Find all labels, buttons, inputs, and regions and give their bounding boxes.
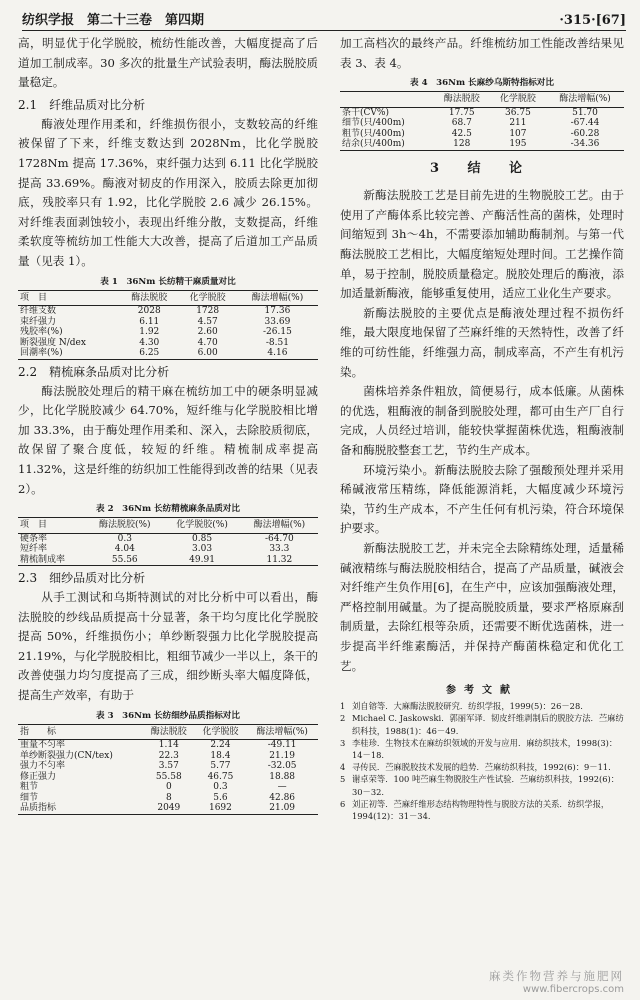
reference-item [340, 700, 624, 712]
table-4-caption: 表 4 36Nm 长麻纱乌斯特指标对比 [410, 78, 554, 89]
section-2-3-heading: 2.3 细纱品质对比分析 [18, 571, 146, 586]
table-cell: -26.15 [263, 327, 292, 338]
table-header-cell: 化学脱胶 [499, 94, 536, 105]
table-header-cell: 酶法增幅(%) [559, 94, 611, 105]
section-2-2-heading: 2.2 精梳麻条品质对比分析 [18, 364, 170, 379]
table-cell: 0 [165, 782, 172, 793]
table-row [18, 761, 318, 772]
conclusion-paragraph: 菌株培养条件粗放，简便易行，成本低廉。从菌株的优选，粗酶液的制备到脱胶处理，都可由生产厂自行完成，人员经过培训，能较快掌握菌株优选，粗酶液制备和酶脱胶整套工艺，节约生产成本。 [340, 384, 624, 457]
table-cell: 6.25 [139, 348, 160, 359]
table-cell: -67.44 [570, 118, 600, 129]
table-cell: 17.36 [264, 306, 291, 317]
table-cell: 短纤率 [20, 544, 48, 555]
table-cell: 46.75 [207, 771, 234, 782]
table-cell: 0.3 [117, 533, 132, 544]
table-cell: 4.30 [139, 337, 160, 348]
table-cell: 2.24 [210, 740, 231, 751]
table-cell: 6.00 [197, 348, 218, 359]
table-row [18, 803, 318, 814]
watermark-url: www.fibercrops.com [522, 984, 624, 995]
table-header-cell: 酶法增幅(%) [256, 726, 308, 737]
reference-text: 刘正初等．苎麻纤维形态结构物理特性与脱胶方法的关系．纺织学报，1994(12)：31－34. [352, 798, 610, 821]
reference-text: Michael C. Jaskowski．郭丽军译．韧皮纤维剥制后的脱胶方法．苎麻纺织科技，1988(1)：46－49. [352, 713, 624, 736]
table-header-cell: 酶法脱胶 [150, 726, 187, 737]
table-row [18, 772, 318, 783]
table-cell: 强力不匀率 [20, 761, 66, 772]
table-2-caption: 表 2 36Nm 长纺精梳麻条品质对比 [96, 504, 240, 515]
table-cell: 断裂强度 N/dex [20, 337, 86, 348]
table-cell: 195 [509, 139, 527, 150]
reference-text: 谢卓荣等．100 吨苎麻生物脱胶生产性试验．苎麻纺织科技，1992(6)：30－32. [352, 774, 620, 797]
table-cell: 3.03 [192, 544, 213, 555]
right-column [340, 34, 624, 822]
table-row [18, 555, 318, 566]
table-row [18, 327, 318, 338]
table-cell: 18.88 [269, 771, 296, 782]
table-cell: 49.91 [189, 554, 215, 565]
reference-number: 1 [340, 701, 346, 712]
table-row [18, 782, 318, 793]
section-3-heading: 3 结 论 [429, 160, 535, 176]
table-cell: 5.6 [213, 792, 228, 803]
table-cell: 细节 [20, 792, 39, 803]
table-header-cell [340, 92, 434, 108]
table-row [18, 751, 318, 762]
table-cell: 21.09 [269, 803, 296, 814]
table-cell: 42.5 [451, 128, 472, 139]
conclusion-paragraph: 新酶法脱胶工艺是目前先进的生物脱胶工艺。由于使用了产酶体系比较完善、产酶活性高的菌株，处理时间缩短到 3h～4h，不需要添加辅助酶制剂。与第一代酶法脱胶工艺相比，大幅度缩短处理时间。工艺操作简单，易于控制，脱胶质量稳定。脱胶处理后的酶液，添加适量新酶液，能够重复使用，适应工业化生产要求。 [340, 188, 624, 301]
table-cell: 8 [165, 792, 172, 803]
table-cell: 4.16 [267, 348, 288, 359]
table-header-cell: 酶法增幅(%) [251, 292, 304, 303]
table-row [18, 533, 318, 544]
table-row [18, 793, 318, 804]
references-heading: 参考文献 [446, 685, 518, 697]
table-cell: -8.51 [265, 337, 289, 348]
table-header-cell: 化学脱胶 [189, 292, 226, 303]
table-cell: 68.7 [451, 118, 472, 129]
section-2-1-heading: 2.1 纤维品质对比分析 [18, 97, 146, 112]
section-2-2-paragraph: 酶法脱胶处理后的精干麻在梳纺加工中的硬条明显减少，比化学脱胶减少 64.70%，短纤维与化学脱胶相比增加 33.3%，由于酶处理作用柔和、深入，去除胶质彻底，故保留了聚合度低，较短的纤维。精梳制成率提高 11.32%，这是纤维的纺织加工性能得到改善的结果（见表 2）。 [18, 383, 318, 496]
reference-item [340, 798, 624, 822]
conclusion-paragraph: 新酶法脱胶的主要优点是酶液处理过程不损伤纤维，最大限度地保留了苎麻纤维的天然特性，改善了纤维的可纺性能，纤维强力高，制成率高，不产生有机污染。 [340, 305, 624, 379]
section-2-3-paragraph: 从手工测试和乌斯特测试的对比分析中可以看出，酶法脱胶的纱线品质提高十分显著，条干均匀度比化学脱胶提高 50%，纤维损伤小；单纱断裂强力比化学脱胶提高 21.19%，与化学脱胶相比，粗细节减少一半以上，条干的改善使强力均匀度提高了三成，细纱断头率大幅度降低，提高生产效率，有助于 [18, 590, 318, 703]
table-1 [18, 290, 318, 360]
intro-paragraph: 高，明显优于化学脱胶，梳纺性能改善，大幅度提高了后道加工制成率。30 多次的批量生产试验表明，酶法脱胶质量稳定。 [18, 36, 318, 90]
table-header-cell: 项 目 [20, 520, 48, 531]
table-cell: 211 [509, 118, 527, 129]
table-cell: 4.57 [197, 316, 218, 327]
table-row [340, 118, 624, 129]
table-cell: 18.4 [210, 750, 231, 761]
table-cell: 21.19 [269, 750, 296, 761]
continuation-paragraph: 加工高档次的最终产品。纤维梳纺加工性能改善结果见表 3、表 4。 [340, 36, 624, 70]
table-cell: -60.28 [570, 128, 600, 139]
table-row [18, 306, 318, 317]
table-cell: 修正强力 [20, 771, 57, 782]
table-header-cell: 酶法脱胶 [131, 292, 168, 303]
table-row [18, 338, 318, 349]
table-cell: 1.92 [139, 327, 160, 338]
table-cell: 128 [453, 139, 471, 150]
table-cell: 细节(只/400m) [342, 118, 405, 129]
table-cell: 55.58 [155, 771, 182, 782]
table-header-cell: 酶法脱胶(%) [98, 520, 151, 531]
reference-item [340, 737, 624, 761]
table-cell: 42.86 [269, 792, 296, 803]
reference-number: 5 [340, 774, 346, 785]
table-cell: 3.57 [158, 761, 179, 772]
reference-item [340, 712, 624, 736]
references-list [340, 700, 624, 822]
table-cell: 55.56 [111, 554, 138, 565]
page-number: ·315·[67] [559, 13, 626, 28]
reference-item [340, 773, 624, 797]
table-cell: 1.14 [158, 740, 179, 751]
table-cell: 36.75 [505, 107, 531, 118]
table-cell: 精梳制成率 [20, 554, 66, 565]
running-header [22, 6, 626, 31]
table-cell: 1728 [196, 306, 220, 317]
table-cell: 2028 [137, 306, 161, 317]
table-cell: 结余(只/400m) [342, 139, 405, 150]
table-1-caption: 表 1 36Nm 长纺精干麻质量对比 [100, 276, 236, 287]
table-cell: 17.75 [448, 107, 475, 118]
table-cell: 品质指标 [20, 803, 57, 814]
section-2-1-paragraph: 酶液处理作用柔和，纤维损伤很小，支数较高的纤维被保留了下来，纤维支数达到 2028Nm，比化学脱胶 1728Nm 提高 17.36%，束纤强力达到 6.11 比化学脱胶提高 33.69%。酶液对韧皮的作用深入，胶质去除更加彻底，残胶率只有 1.92，比化学脱胶 2.6 减少 26.15%。对纤维表面剥蚀较小，表现出纤维分散，支数提高，纤维柔软度等梳纺加工性能大大改善，提高了后道加工产品质量（见表 1）。 [18, 116, 318, 268]
table-cell: 重量不匀率 [20, 740, 66, 751]
reference-text: 刘自镕等．大麻酶法脱胶研究．纺织学报，1999(5)：26－28. [352, 701, 583, 712]
table-cell: 1692 [208, 803, 232, 814]
table-cell: -49.11 [267, 740, 297, 751]
table-header-cell: 酶法增幅(%) [253, 520, 306, 531]
table-cell: 5.77 [210, 761, 231, 772]
table-cell: 回潮率(%) [20, 348, 63, 359]
table-cell: — [277, 782, 287, 793]
table-cell: 4.04 [114, 544, 135, 555]
reference-item [340, 761, 624, 773]
reference-number: 3 [340, 737, 346, 748]
table-header-cell: 化学脱胶(%) [176, 520, 228, 531]
table-row [18, 348, 318, 359]
table-header-cell: 项 目 [20, 292, 48, 303]
site-watermark [489, 970, 624, 996]
table-row [340, 129, 624, 140]
table-cell: 107 [509, 128, 527, 139]
conclusion-paragraph: 新酶法脱胶工艺，并未完全去除精练处理，适量稀碱液精练与酶法脱胶相结合，提高了产品质量，碱液会对纤维产生负作用[6]，在生产中，应该加强酶液处理，严格控制用碱量。为了提高脱胶质量，要求严格原麻刮制质量，去除红根等杂质，还需要不断优选菌株，进一步提高半纤维素酶活，并保持产酶菌株稳定和优化工艺。 [340, 540, 624, 673]
table-cell: 6.11 [139, 316, 160, 327]
table-2 [18, 517, 318, 566]
table-cell: 硬条率 [20, 533, 48, 544]
table-cell: 4.70 [197, 337, 218, 348]
reference-number: 2 [340, 713, 346, 724]
table-4 [340, 91, 624, 151]
reference-number: 6 [340, 798, 346, 809]
conclusion-paragraph: 环境污染小。新酶法脱胶去除了强酸预处理并采用稀碱液常压精练，降低能源消耗，大幅度减少环境污染，节约生产成本，不产生任何有机污染，符合环境保护要求。 [340, 462, 624, 536]
table-cell: 残胶率(%) [20, 327, 63, 338]
table-cell: -32.05 [267, 761, 297, 772]
table-cell: -64.70 [264, 533, 294, 544]
table-row [18, 544, 318, 555]
table-cell: 2049 [157, 803, 181, 814]
table-header-cell: 指 标 [20, 726, 57, 737]
table-cell: 粗节(只/400m) [342, 128, 405, 139]
table-3-caption: 表 3 36Nm 长纺细纱品质指标对比 [96, 710, 240, 721]
table-cell: 22.3 [158, 750, 179, 761]
table-header-cell: 酶法脱胶 [443, 94, 480, 105]
table-cell: 11.32 [266, 554, 293, 565]
table-row [340, 139, 624, 150]
journal-issue-label: 纺织学报 第二十三卷 第四期 [22, 13, 205, 28]
table-cell: 条干(CV%) [342, 107, 389, 118]
table-cell: 2.60 [197, 327, 218, 338]
table-cell: 粗节 [20, 782, 39, 793]
table-row [18, 317, 318, 328]
reference-number: 4 [340, 762, 346, 773]
table-row [340, 107, 624, 118]
table-cell: 0.3 [213, 782, 228, 793]
table-3 [18, 724, 318, 815]
table-cell: 纤维支数 [20, 306, 57, 317]
table-cell: 束纤强力 [20, 316, 57, 327]
left-column [18, 34, 318, 815]
table-cell: 33.3 [269, 544, 290, 555]
table-row [18, 740, 318, 751]
reference-text: 寻传民．苎麻脱胶技术发展的趋势．苎麻纺织科技，1992(6)：9－11. [352, 762, 611, 773]
table-cell: 51.70 [572, 107, 598, 118]
table-cell: -34.36 [570, 139, 600, 150]
table-cell: 0.85 [192, 533, 213, 544]
table-cell: 33.69 [264, 316, 291, 327]
reference-text: 李桂珍．生物技术在麻纺织领域的开发与应用．麻纺织技术，1998(3)：14－18. [352, 737, 618, 760]
table-cell: 单纱断裂强力(CN/tex) [20, 750, 113, 761]
watermark-title: 麻类作物营养与施肥网 [489, 969, 624, 983]
table-header-cell: 化学脱胶 [202, 726, 239, 737]
